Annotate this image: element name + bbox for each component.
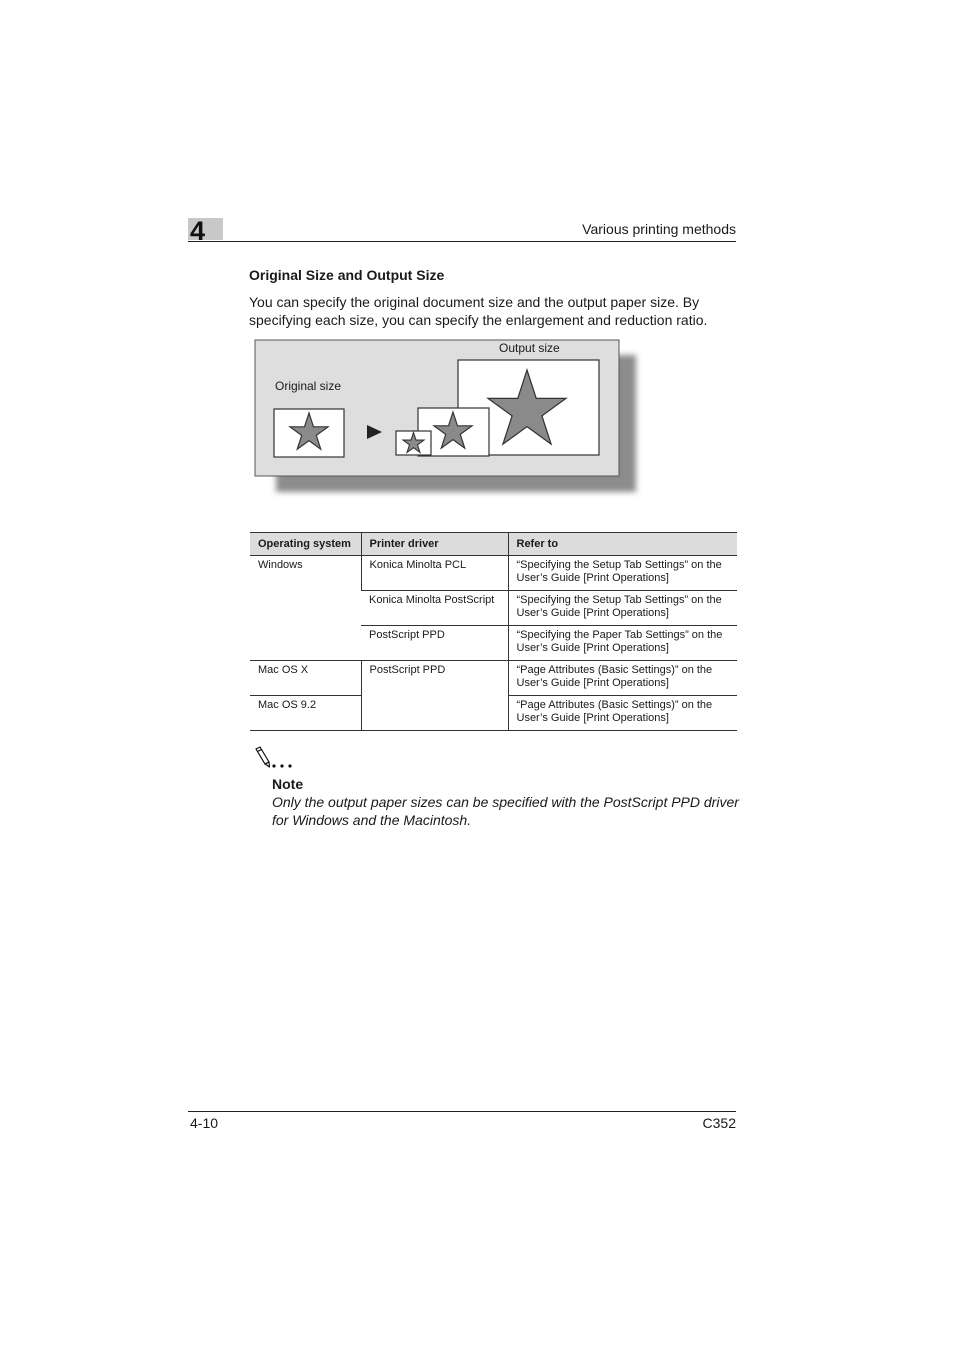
table-row: [250, 661, 737, 696]
section-heading: Original Size and Output Size: [249, 267, 445, 283]
driver-cell: PostScript PPD: [361, 626, 508, 661]
size-illustration: [254, 339, 644, 501]
table-header-row: [250, 533, 737, 556]
output-size-label: Output size: [499, 341, 560, 355]
os-cell: Windows: [250, 556, 361, 661]
refer-cell: “Specifying the Setup Tab Settings” on the User’s Guide [Print Operations]: [508, 591, 737, 626]
driver-cell: Konica Minolta PCL: [361, 556, 508, 591]
size-figure: [254, 339, 644, 501]
header-rule: [188, 241, 736, 242]
refer-cell: “Page Attributes (Basic Settings)” on the User’s Guide [Print Operations]: [508, 661, 737, 696]
refer-cell: “Specifying the Paper Tab Settings” on the User’s Guide [Print Operations]: [508, 626, 737, 661]
driver-cell: PostScript PPD: [361, 661, 508, 731]
driver-cell: Konica Minolta PostScript: [361, 591, 508, 626]
refer-cell: “Specifying the Setup Tab Settings” on the User’s Guide [Print Operations]: [508, 556, 737, 591]
original-size-label: Original size: [275, 379, 342, 393]
pencil-note-icon: [250, 746, 300, 772]
os-cell: Mac OS X: [250, 661, 361, 696]
note-title: Note: [272, 776, 304, 792]
note-body: Only the output paper sizes can be specified with the PostScript PPD driver for Windows and the Macintosh.: [272, 794, 739, 828]
table-row: [250, 556, 737, 591]
footer-page-number: 4-10: [190, 1115, 219, 1131]
intro-paragraph: You can specify the original document size and the output paper size. By specifying each size, you can specify the enlargement and reduction ratio.: [249, 294, 708, 328]
footer-model: C352: [702, 1115, 736, 1131]
running-header-title: Various printing methods: [582, 221, 736, 237]
column-header: Refer to: [508, 533, 737, 556]
chapter-number: 4: [190, 216, 206, 246]
pencil-note-graphic: [250, 746, 300, 772]
refer-cell: “Page Attributes (Basic Settings)” on the User’s Guide [Print Operations]: [508, 696, 737, 731]
column-header: Printer driver: [361, 533, 508, 556]
footer-rule: [188, 1111, 736, 1112]
reference-table: [250, 532, 737, 731]
column-header: Operating system: [250, 533, 361, 556]
os-cell: Mac OS 9.2: [250, 696, 361, 731]
